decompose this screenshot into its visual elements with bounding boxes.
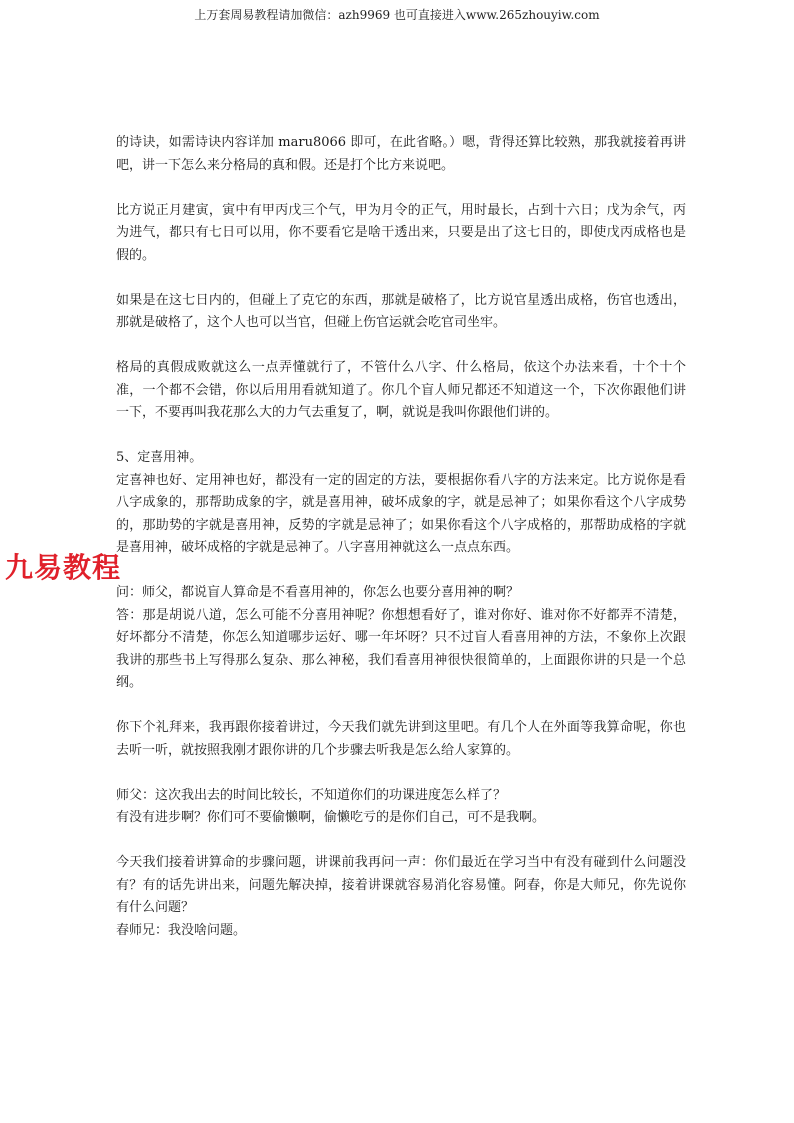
section-heading: 5、定喜用神。 [116, 450, 203, 465]
dialog-block [116, 785, 686, 830]
dialog-line: 今天我们接着讲算命的步骤问题，讲课前我再问一声：你们最近在学习当中有没有碰到什么问题没有？有的话先讲出来，问题先解决掉，接着讲课就容易消化容易懂。阿春，你是大师兄，你先说你有什么问题？ [116, 855, 686, 915]
section-yongshen [116, 447, 686, 560]
dialog-line: 师父：这次我出去的时间比较长，不知道你们的功课进度怎么样了？ [116, 787, 507, 803]
paragraph: 如果是在这七日内的，但碰上了克它的东西，那就是破格了，比方说官星透出成格，伤官也透出，那就是破格了，这个人也可以当官，但碰上伤官运就会吃官司坐牢。 [116, 292, 686, 330]
section-body: 定喜神也好、定用神也好，都没有一定的固定的方法，要根据你看八字的方法来定。比方说你是看八字成象的，那帮助成象的字，就是喜用神，破坏成象的字，就是忌神了；如果你看这个八字成势的，那助势的字就是喜用神，反势的字就是忌神了；如果你看这个八字成格的，那帮助成格的字就是喜用神，破坏成格的字就是忌神了。八字喜用神就这么一点点东西。 [116, 472, 686, 555]
paragraph: 的诗诀，如需诗诀内容详加 maru8066 即可，在此省略。）嗯，背得还算比较熟，那我就接着再讲吧，讲一下怎么来分格局的真和假。还是打个比方来说吧。 [116, 135, 686, 173]
dialog-line: 有没有进步啊？你们可不要偷懒啊，偷懒吃亏的是你们自己，可不是我啊。 [116, 810, 546, 825]
paragraph: 你下个礼拜来，我再跟你接着讲过，今天我们就先讲到这里吧。有几个人在外面等我算命呢，你也去听一听，就按照我刚才跟你讲的几个步骤去听我是怎么给人家算的。 [116, 720, 686, 758]
page-header: 上万套周易教程请加微信：azh9969 也可直接进入www.265zhouyiw.com [194, 8, 600, 22]
document-body [116, 132, 686, 942]
watermark-logo: 九易教程 [5, 546, 121, 586]
dialog-block [116, 852, 686, 942]
qa-block [116, 582, 686, 695]
answer: 答：那是胡说八道，怎么可能不分喜用神呢？你想想看好了，谁对你好、谁对你不好都弄不清楚，好坏都分不清楚，你怎么知道哪步运好、哪一年坏呀？只不过盲人看喜用神的方法，不象你上次跟我讲的那些书上写得那么复杂、那么神秘，我们看喜用神很快很简单的，上面跟你讲的只是一个总纲。 [116, 607, 686, 690]
dialog-reply: 春师兄：我没啥问题。 [116, 922, 247, 938]
question: 问：师父，都说盲人算命是不看喜用神的，你怎么也要分喜用神的啊？ [116, 585, 520, 600]
paragraph: 比方说正月建寅，寅中有甲丙戊三个气，甲为月令的正气，用时最长，占到十六日；戊为余气，丙为进气，都只有七日可以用，你不要看它是啥干透出来，只要是出了这七日的，即使戊丙成格也是假的。 [116, 202, 686, 263]
paragraph: 格局的真假成败就这么一点弄懂就行了，不管什么八字、什么格局，依这个办法来看，十个十个准，一个都不会错，你以后用用看就知道了。你几个盲人师兄都还不知道这一个，下次你跟他们讲一下，不要再叫我花那么大的力气去重复了，啊，就说是我叫你跟他们讲的。 [116, 360, 686, 420]
